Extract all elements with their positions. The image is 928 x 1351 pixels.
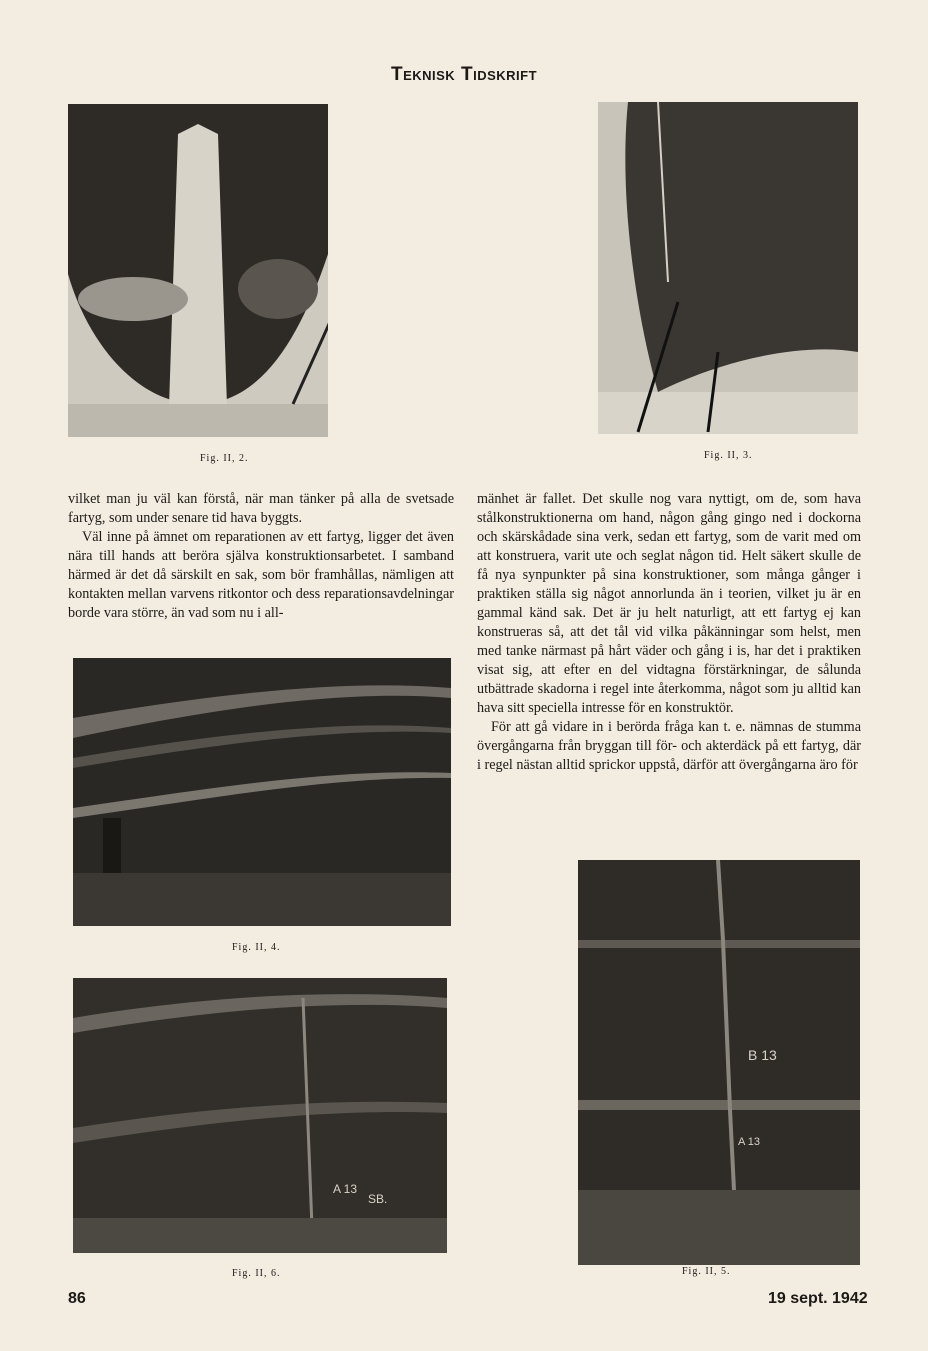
paragraph: mänhet är fallet. Det skulle nog vara nyttigt, om de, som hava stålkonstruktionerna om hand, någon gång gingo ned i dockorna och skärskådade sina verk, sedan ett fartyg, som de varit med om att konstruera, varit ute och seglat någon tid. Helt säkert skulle de få nya synpunkter på sina konstruktioner, som många gånger i praktiken ställa sig något annorlunda än i teorien, vilket ju är en gammal känd sak. Det är ju helt naturligt, att ett fartyg ej kan konstrueras så, att det tål vid vilka påkänningar som helst, men med tanke närmast på hårt väder och gång i is, har det i praktiken visat sig, att efter en del vidtagna förstärkningar, de sålunda utbättrade skadorna i regel inte återkomma, något som ju alltid kan hava sitt speciella intresse för en konstruktör. [477, 491, 861, 716]
fig-5-marking-b13: B 13 [748, 1047, 777, 1063]
fig-6-photo [73, 978, 447, 1253]
issue-date: 19 sept. 1942 [768, 1290, 868, 1307]
fig-2-caption: Fig. II, 2. [200, 453, 249, 464]
fig-6-marking-sb: SB. [368, 1192, 388, 1206]
journal-title: Teknisk Tidskrift [390, 64, 538, 85]
paragraph: vilket man ju väl kan förstå, när man tänker på alla de svetsade fartyg, som under senare tid hava byggts. [68, 491, 454, 526]
text-column-right [477, 490, 861, 775]
fig-5-marking-a13: A 13 [738, 1136, 761, 1148]
fig-2-photo [68, 104, 328, 437]
fig-3-caption: Fig. II, 3. [704, 450, 753, 461]
fig-4-caption: Fig. II, 4. [232, 942, 281, 953]
fig-5-caption: Fig. II, 5. [682, 1266, 731, 1277]
fig-5-photo [578, 860, 860, 1265]
fig-6-caption: Fig. II, 6. [232, 1268, 281, 1279]
page-number: 86 [68, 1290, 86, 1307]
fig-6-marking-a13: A 13 [333, 1182, 358, 1196]
fig-4-photo [73, 658, 451, 926]
paragraph: Väl inne på ämnet om reparationen av ett fartyg, ligger det även nära till hands att beröra själva konstruktionsarbetet. I samband härmed är det då särskilt en sak, som bör framhållas, nämligen att kontakten mellan varvens ritkontor och dess reparationsavdelningar borde vara större, än vad som nu i all- [68, 529, 454, 621]
paragraph: För att gå vidare in i berörda fråga kan t. e. nämnas de stumma övergångarna från bryggan till för- och akterdäck på ett fartyg, där i regel nästan alltid sprickor uppstå, därför att övergångarna äro för [477, 719, 861, 773]
text-column-left [68, 490, 454, 623]
fig-3-photo [598, 102, 858, 434]
